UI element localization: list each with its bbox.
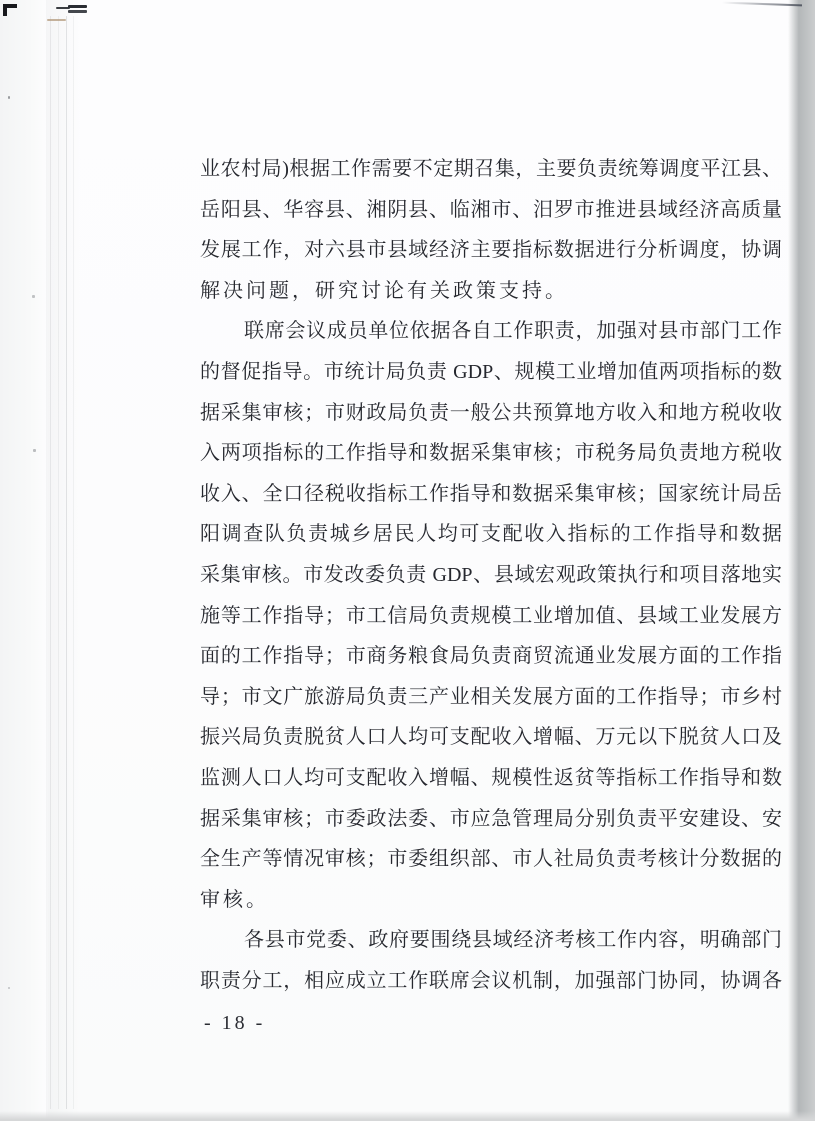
document-line: 审核。 [200, 888, 269, 911]
page-stack-edge-line [66, 16, 67, 1109]
document-line: 阳调查队负责城乡居民人均可支配收入指标的工作指导和数据 [200, 523, 782, 546]
scan-bottom-shadow [0, 1111, 815, 1121]
document-line: 职责分工，相应成立工作联席会议机制，加强部门协同，协调各 [200, 969, 782, 992]
corner-registration-mark [3, 4, 17, 16]
scan-speck [8, 96, 10, 99]
page-stack-edge-line [58, 16, 59, 1109]
page-edge-dash [68, 10, 87, 13]
document-line: 入两项指标的工作指导和数据采集审核；市税务局负责地方税收 [200, 442, 782, 465]
scan-right-shadow [788, 0, 815, 1121]
document-line: 面的工作指导；市商务粮食局负责商贸流通业发展方面的工作指 [200, 645, 782, 668]
page-edge-dash [68, 5, 87, 8]
document-line: 发展工作，对六县市县域经济主要指标数据进行分析调度，协调 [200, 239, 782, 262]
scan-speck [8, 987, 10, 989]
document-line: 的督促指导。市统计局负责 GDP、规模工业增加值两项指标的数 [200, 360, 782, 383]
document-line: 振兴局负责脱贫人口人均可支配收入增幅、万元以下脱贫人口及 [200, 726, 782, 749]
document-line: 解决问题，研究讨论有关政策支持。 [200, 279, 568, 302]
scan-speck [33, 449, 36, 452]
page-edge-dash [47, 19, 66, 21]
page-stack-band [46, 0, 80, 1121]
document-line: 各县市党委、政府要围绕县域经济考核工作内容，明确部门 [244, 929, 782, 952]
document-line: 据采集审核；市财政局负责一般公共预算地方收入和地方税收收 [200, 401, 782, 424]
document-line: 导；市文广旅游局负责三产业相关发展方面的工作指导；市乡村 [200, 685, 782, 708]
scan-speck [32, 295, 35, 298]
document-text [200, 149, 782, 1001]
document-line: 联席会议成员单位依据各自工作职责，加强对县市部门工作 [244, 320, 782, 343]
document-line: 全生产等情况审核；市委组织部、市人社局负责考核计分数据的 [200, 848, 782, 871]
document-line: 施等工作指导；市工信局负责规模工业增加值、县域工业发展方 [200, 604, 782, 627]
document-line: 据采集审核；市委政法委、市应急管理局分别负责平安建设、安 [200, 807, 782, 830]
scan-left-edge [0, 0, 48, 1121]
document-line: 业农村局)根据工作需要不定期召集，主要负责统筹调度平江县、 [200, 158, 782, 180]
page-stack-edge-line [73, 16, 74, 1109]
page-number: - 18 - [204, 1012, 266, 1034]
document-line: 采集审核。市发改委负责 GDP、县域宏观政策执行和项目落地实 [200, 563, 782, 586]
document-line: 收入、全口径税收指标工作指导和数据采集审核；国家统计局岳 [200, 482, 782, 505]
page-stack-edge-line [50, 16, 51, 1109]
document-line: 监测人口人均可支配收入增幅、规模性返贫等指标工作指导和数 [200, 766, 782, 789]
document-line: 岳阳县、华容县、湘阴县、临湘市、汨罗市推进县域经济高质量 [200, 198, 782, 221]
